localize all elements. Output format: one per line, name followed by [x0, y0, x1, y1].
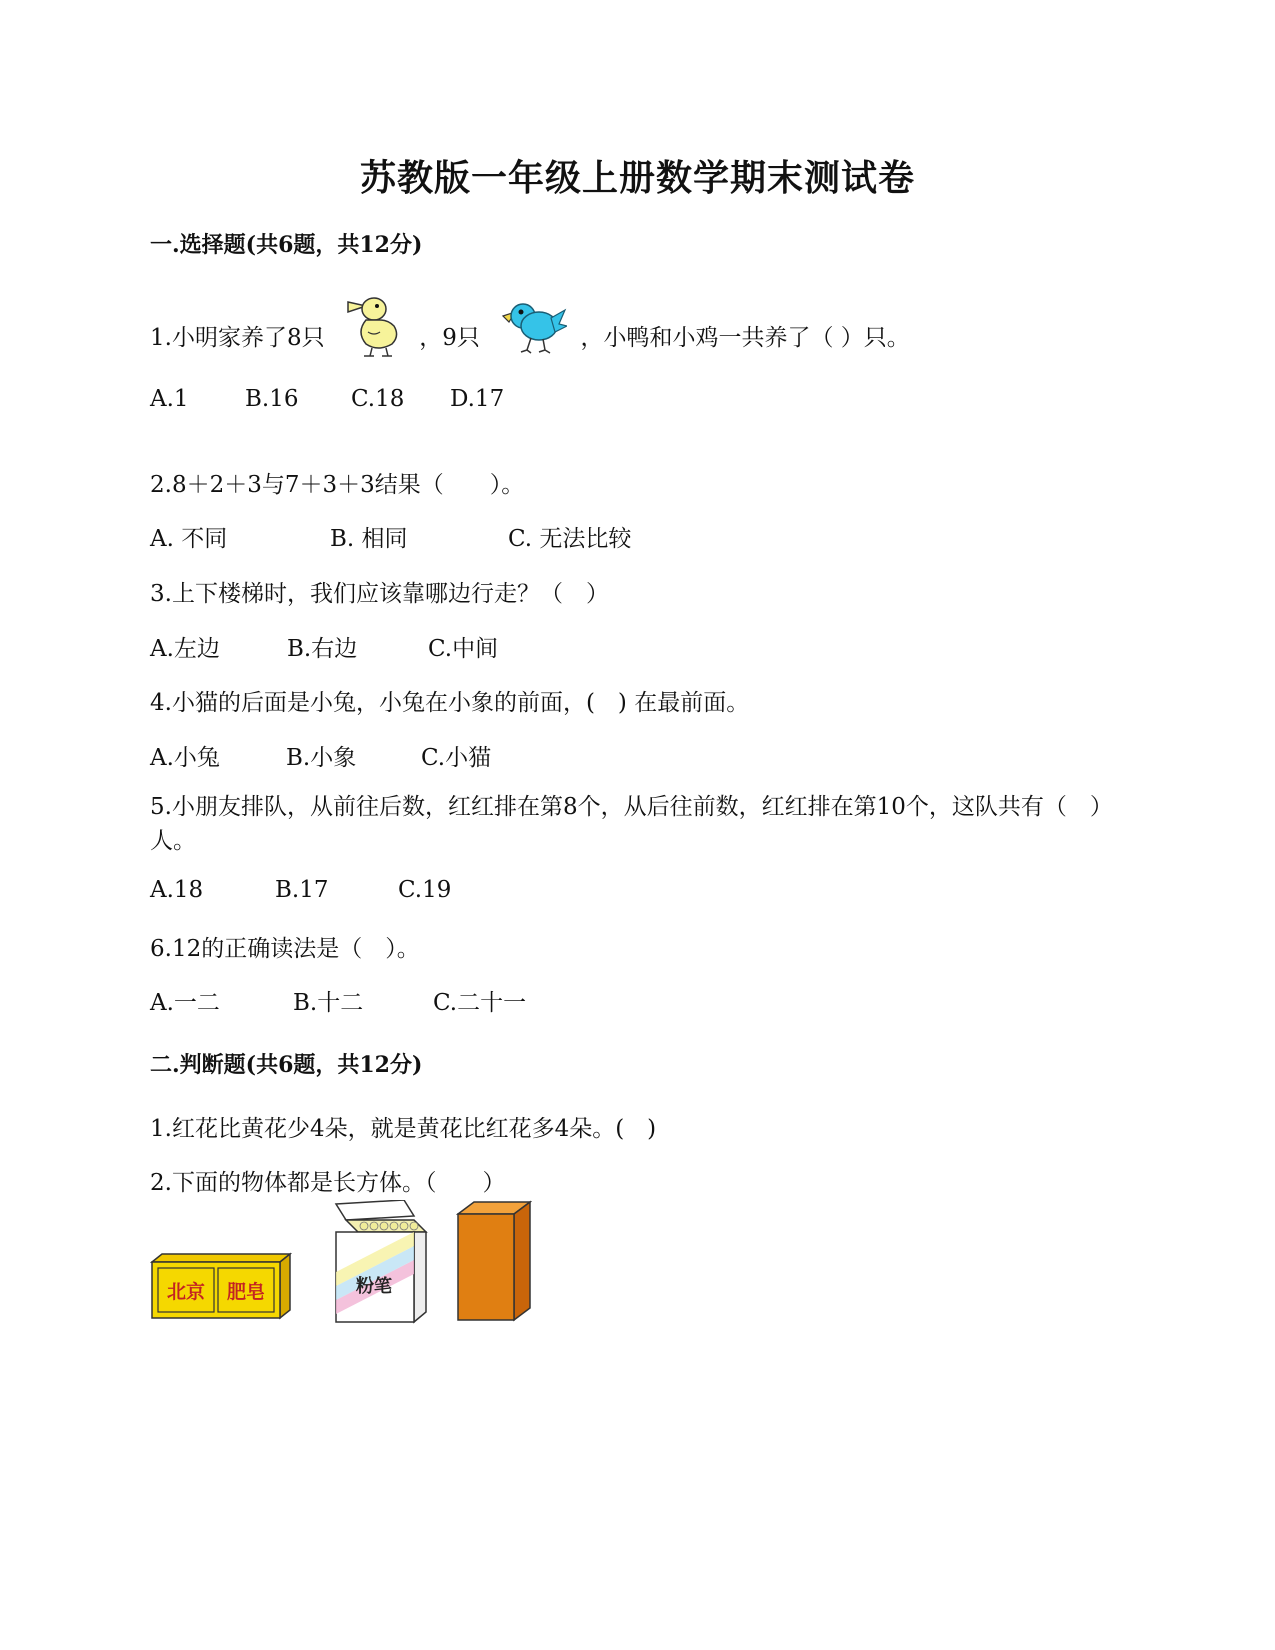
cuboid-figure — [456, 1200, 532, 1324]
soap-label-left: 北京 — [166, 1281, 206, 1303]
soap-box-figure — [150, 1252, 292, 1322]
bird-icon — [501, 296, 567, 382]
option-c[interactable]: C.二十一 — [433, 990, 527, 1016]
chalk-label: 粉笔 — [356, 1276, 392, 1297]
option-b[interactable]: B.右边 — [287, 636, 358, 662]
question-5: 5.小朋友排队，从前往后数，红红排在第8个，从后往前数，红红排在第10个，这队共有（ ）人。 — [150, 794, 1102, 854]
option-a[interactable]: A. 不同 — [150, 526, 228, 552]
option-a[interactable]: A.18 — [150, 877, 204, 903]
question-4: 4.小猫的后面是小兔，小兔在小象的前面，( ) 在最前面。 — [150, 690, 750, 716]
option-a[interactable]: A.1 — [150, 386, 189, 412]
option-c[interactable]: C.中间 — [428, 636, 499, 662]
section-heading-judgment: 二.判断题(共6题，共12分) — [150, 1052, 423, 1078]
question-2: 2.8＋2＋3与7＋3＋3结果（ ）。 — [150, 472, 525, 498]
question-text: 1.小明家养了8只 — [150, 325, 325, 351]
option-c[interactable]: C.18 — [351, 386, 405, 412]
option-b[interactable]: B.十二 — [293, 990, 364, 1016]
judgment-question-2: 2.下面的物体都是长方体。（ ） — [150, 1170, 506, 1196]
soap-label-right: 肥皂 — [226, 1281, 266, 1303]
option-a[interactable]: A.一二 — [150, 990, 220, 1016]
option-c[interactable]: C.19 — [398, 877, 452, 903]
question-6: 6.12的正确读法是（ ）。 — [150, 936, 420, 962]
option-b[interactable]: B.小象 — [286, 745, 357, 771]
question-3: 3.上下楼梯时，我们应该靠哪边行走？（ ） — [150, 581, 609, 607]
chalk-box-figure — [334, 1200, 430, 1324]
option-c[interactable]: C.小猫 — [421, 745, 492, 771]
option-c[interactable]: C. 无法比较 — [508, 526, 632, 552]
option-d[interactable]: D.17 — [450, 386, 505, 412]
option-b[interactable]: B.17 — [275, 877, 329, 903]
option-b[interactable]: B. 相同 — [330, 526, 408, 552]
option-b[interactable]: B.16 — [245, 386, 299, 412]
option-a[interactable]: A.小兔 — [150, 745, 220, 771]
page-title: 苏教版一年级上册数学期末测试卷 — [359, 157, 915, 199]
section-heading-choice: 一.选择题(共6题，共12分) — [150, 232, 423, 258]
question-text: ，9只 — [419, 325, 480, 351]
question-text: ，小鸭和小鸡一共养了（ ）只。 — [580, 325, 910, 351]
judgment-question-1: 1.红花比黄花少4朵，就是黄花比红花多4朵。( ) — [150, 1116, 657, 1142]
duck-icon — [344, 292, 406, 386]
option-a[interactable]: A.左边 — [150, 636, 220, 662]
question-1 — [150, 292, 910, 362]
